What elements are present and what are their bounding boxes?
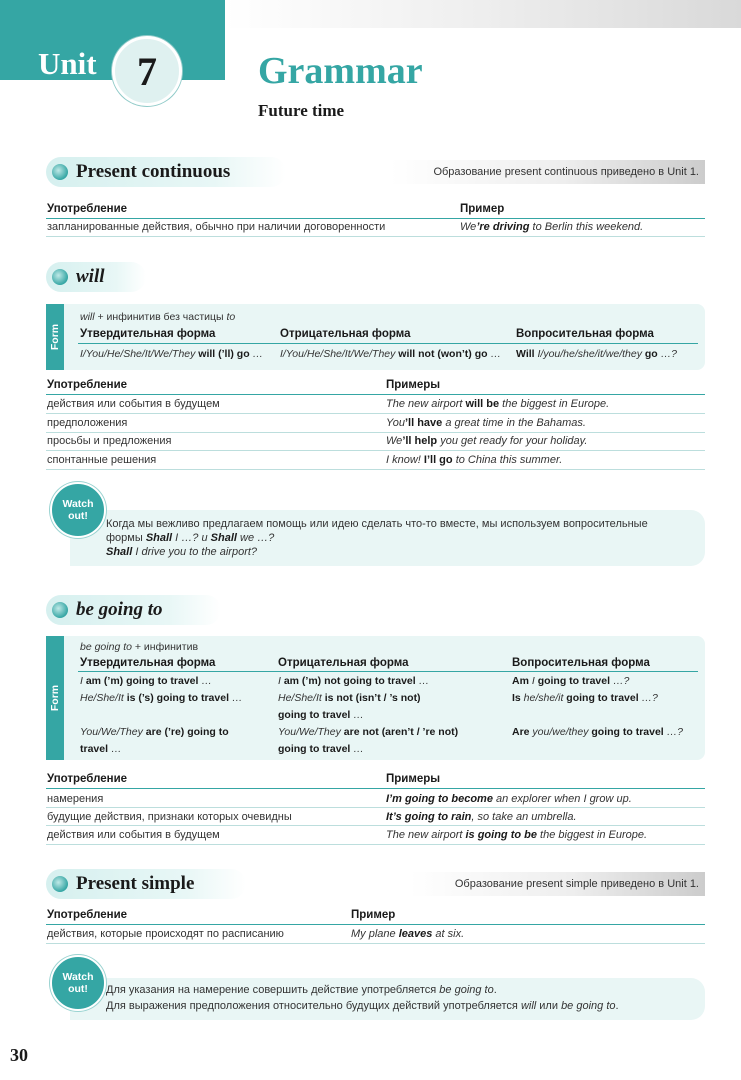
- watch-out-text: Для указания на намерение совершить действие употребляется be going to.: [106, 984, 497, 996]
- example-text: My plane leaves at six.: [351, 928, 465, 940]
- watch-out-text: Когда мы вежливо предлагаем помощь или идею сделать что-то вместе, мы используем вопросительные: [106, 518, 648, 530]
- divider: [46, 825, 705, 826]
- column-header-question: Вопросительная форма: [516, 328, 654, 340]
- column-header-examples: Примеры: [386, 379, 441, 391]
- negative-form: I/You/He/She/It/We/They will not (won’t) go …: [280, 348, 501, 360]
- form-note: will + инфинитив без частицы to: [80, 311, 236, 323]
- affirmative-form: I am (’m) going to travel …: [80, 675, 212, 687]
- example-text: We’re driving to Berlin this weekend.: [460, 221, 644, 233]
- divider: [46, 788, 705, 789]
- section-header-will: [46, 262, 146, 292]
- column-header-usage: Употребление: [47, 909, 128, 921]
- divider: [46, 236, 705, 237]
- watch-out-text: Shall I drive you to the airport?: [106, 546, 258, 558]
- usage-text: действия, которые происходят по расписанию: [47, 928, 284, 940]
- negative-form: You/We/They are not (aren’t / ’re not): [278, 726, 459, 738]
- affirmative-form-cont: travel …: [80, 743, 122, 755]
- column-header-usage: Употребление: [47, 379, 128, 391]
- divider: [46, 943, 705, 944]
- form-tab: Form: [46, 304, 64, 370]
- example-text: We’ll help you get ready for your holiday.: [386, 435, 588, 447]
- bullet-icon: [52, 876, 68, 892]
- column-header-question: Вопросительная форма: [512, 657, 650, 669]
- example-text: The new airport is going to be the biggest in Europe.: [386, 829, 648, 841]
- column-header-examples: Примеры: [386, 773, 441, 785]
- divider: [46, 394, 705, 395]
- divider: [46, 844, 705, 845]
- affirmative-form: He/She/It is (’s) going to travel …: [80, 692, 243, 704]
- bullet-icon: [52, 602, 68, 618]
- section-header-present-simple: [46, 869, 246, 899]
- divider: [46, 450, 705, 451]
- divider: [46, 924, 705, 925]
- usage-text: просьбы и предложения: [47, 435, 172, 447]
- question-form: Will I/you/he/she/it/we/they go …?: [516, 348, 677, 360]
- example-text: I know! I’ll go to China this summer.: [386, 454, 563, 466]
- unit-number-badge: 7: [112, 36, 182, 106]
- question-form: Am I going to travel …?: [512, 675, 630, 687]
- unit-label: Unit: [38, 46, 97, 81]
- column-header-affirmative: Утвердительная форма: [80, 657, 216, 669]
- form-tab: Form: [46, 636, 64, 760]
- column-header-usage: Употребление: [47, 773, 128, 785]
- column-header-example: Пример: [460, 203, 505, 215]
- watch-out-badge: Watch out!: [50, 955, 106, 1011]
- example-text: I’m going to become an explorer when I grow up.: [386, 793, 632, 805]
- section-title: be going to: [76, 599, 163, 620]
- negative-form: He/She/It is not (isn’t / ’s not): [278, 692, 421, 704]
- question-form: Is he/she/it going to travel …?: [512, 692, 658, 704]
- bullet-icon: [52, 269, 68, 285]
- page-number: 30: [10, 1045, 28, 1065]
- form-note: be going to + инфинитив: [80, 641, 199, 653]
- divider: [78, 343, 698, 344]
- usage-text: предположения: [47, 417, 128, 429]
- negative-form-cont: going to travel …: [278, 743, 364, 755]
- section-header-be-going-to: [46, 595, 221, 625]
- question-form: Are you/we/they going to travel …?: [512, 726, 683, 738]
- column-header-negative: Отрицательная форма: [280, 328, 411, 340]
- example-text: The new airport will be the biggest in Europe.: [386, 398, 610, 410]
- bullet-icon: [52, 164, 68, 180]
- example-text: It’s going to rain, so take an umbrella.: [386, 811, 577, 823]
- affirmative-form: You/We/They are (’re) going to: [80, 726, 229, 738]
- example-text: You’ll have a great time in the Bahamas.: [386, 417, 586, 429]
- affirmative-form: I/You/He/She/It/We/They will (’ll) go …: [80, 348, 264, 360]
- column-header-usage: Употребление: [47, 203, 128, 215]
- watch-out-text: формы Shall I …? и Shall we …?: [106, 532, 275, 544]
- section-title: Present simple: [76, 873, 195, 894]
- divider: [46, 432, 705, 433]
- page-subtitle: Future time: [258, 101, 345, 120]
- negative-form-cont: going to travel …: [278, 709, 364, 721]
- formation-note: Образование present simple приведено в Unit 1.: [410, 872, 705, 896]
- column-header-affirmative: Утвердительная форма: [80, 328, 216, 340]
- watch-out-text: Для выражения предположения относительно будущих действий употребляется will или be going to.: [106, 1000, 619, 1012]
- divider: [46, 469, 705, 470]
- usage-text: спонтанные решения: [47, 454, 157, 466]
- section-title: Present continuous: [76, 161, 231, 182]
- divider: [46, 218, 705, 219]
- column-header-negative: Отрицательная форма: [278, 657, 409, 669]
- usage-text: действия или события в будущем: [47, 398, 220, 410]
- negative-form: I am (’m) not going to travel …: [278, 675, 430, 687]
- section-header-present-continuous: [46, 157, 286, 187]
- formation-note: Образование present continuous приведено в Unit 1.: [390, 160, 705, 184]
- section-title: will: [76, 266, 105, 287]
- usage-text: намерения: [47, 793, 104, 805]
- column-header-example: Пример: [351, 909, 396, 921]
- usage-text: будущие действия, признаки которых очевидны: [47, 811, 292, 823]
- divider: [46, 807, 705, 808]
- usage-text: запланированные действия, обычно при наличии договоренности: [47, 221, 386, 233]
- watch-out-badge: Watch out!: [50, 482, 106, 538]
- header-gradient: [225, 0, 741, 28]
- divider: [78, 671, 698, 672]
- usage-text: действия или события в будущем: [47, 829, 220, 841]
- page-title: Grammar: [258, 50, 423, 92]
- divider: [46, 413, 705, 414]
